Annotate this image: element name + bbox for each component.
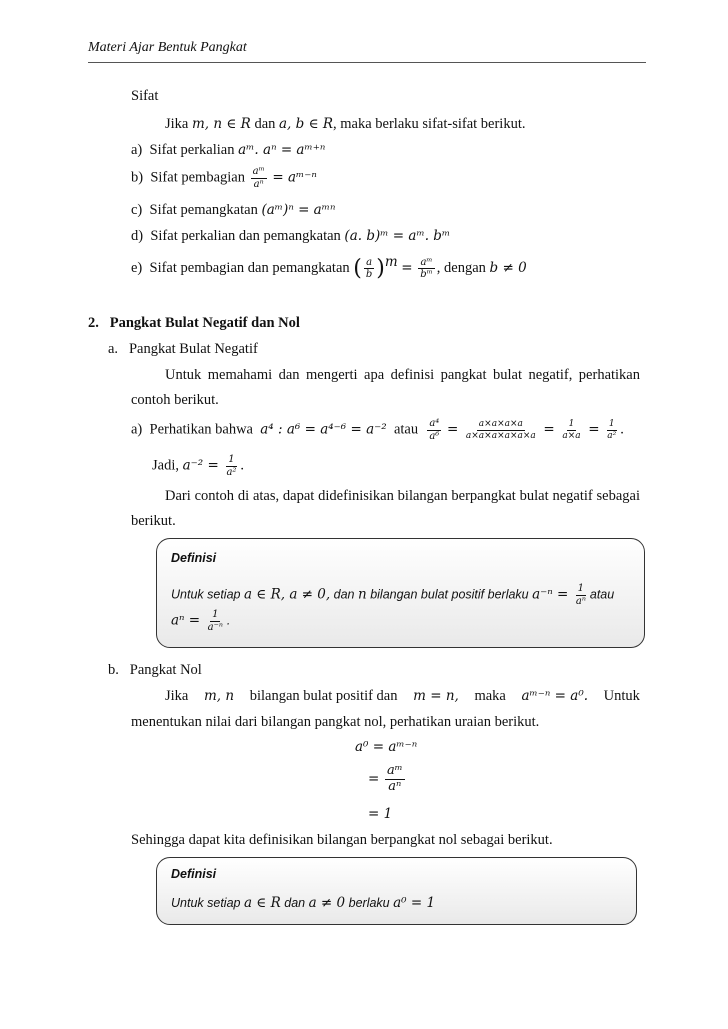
item-text: Perhatikan bahwa (149, 421, 253, 438)
intro-text: Jika (165, 116, 189, 132)
header-rule (88, 62, 646, 63)
paragraph-line (165, 688, 640, 705)
item-text: atau (393, 421, 419, 438)
definition-math: a ∈ R, a ≠ 0, (243, 586, 331, 603)
frac-den: a² (226, 466, 237, 478)
item-text: Sifat pembagian dan pemangkatan (149, 259, 350, 276)
definition-line: aⁿ = $\frac{1}{\text{a⁻ⁿ}}$ . (171, 609, 231, 633)
frac-den: bᵐ (420, 269, 433, 280)
item-math: aᵐ. aⁿ = aᵐ⁺ⁿ (238, 142, 326, 158)
sifat-item-b (131, 166, 317, 190)
paragraph-line: menentukan nilai dari bilangan pangkat nol, perhatikan uraian berikut. (131, 714, 540, 730)
item-label: e) (131, 259, 143, 276)
frac-num: aᵐ (386, 763, 403, 778)
frac-num: aᵐ (420, 256, 433, 268)
item-text: Sifat pembagian (150, 169, 245, 186)
subsection-title: Pangkat Nol (129, 662, 202, 678)
example-fraction (560, 419, 582, 441)
page-header: Materi Ajar Bentuk Pangkat (88, 40, 247, 55)
definition-fraction (574, 583, 588, 607)
subsection-label: a. (108, 341, 119, 357)
sifat-item-d (131, 228, 450, 245)
paragraph-line: Dari contoh di atas, dapat didefinisikan bilangan berpangkat bulat negatif sebagai (165, 488, 640, 504)
item-label: a) (131, 421, 143, 438)
example-fraction (427, 418, 441, 442)
section-heading (88, 315, 300, 332)
definition-math: a ∈ R (243, 895, 281, 911)
intro-math: m, n ∈ R (191, 116, 251, 132)
item-math: a⁻² = (182, 457, 219, 474)
frac-den: a⁻ⁿ (207, 621, 223, 633)
item-label: c) (131, 202, 143, 218)
section-number: 2. (88, 315, 99, 331)
frac-num: 1 (577, 583, 585, 594)
paragraph-text: maka (474, 688, 506, 704)
frac-num: 1 (608, 419, 615, 430)
intro-text: dan (254, 116, 276, 132)
definition-fraction (206, 609, 225, 633)
definition-text: berlaku (348, 896, 390, 910)
derivation-line-2 (368, 764, 407, 795)
frac-num: a (366, 256, 373, 268)
sifat-item-c (131, 202, 335, 219)
frac-num: a⁴ (429, 418, 440, 429)
item-fraction (251, 166, 267, 190)
definition-text: atau (589, 587, 615, 602)
derivation-line-3: = 1 (368, 806, 393, 822)
definition-line (171, 583, 614, 607)
paragraph-line: Sehingga dapat kita definisikan bilangan berpangkat nol sebagai berikut. (131, 832, 553, 848)
sifat-intro (165, 116, 525, 133)
item-exponent: m (384, 254, 398, 270)
equals-sign: = (368, 770, 380, 787)
definition-text: Untuk setiap (171, 587, 241, 602)
frac-num: 1 (228, 454, 235, 465)
frac-num: a×a×a×a (478, 419, 523, 430)
close-paren: ) (376, 256, 385, 281)
frac-den: aⁿ (253, 178, 264, 190)
item-text: Sifat perkalian dan pemangkatan (150, 228, 341, 244)
definition-box-zero (156, 857, 637, 925)
item-text: Sifat perkalian (149, 142, 235, 158)
definition-text: dan (333, 587, 355, 602)
frac-den: b (365, 269, 373, 280)
frac-num: 1 (568, 419, 575, 430)
definition-text: Untuk setiap (171, 896, 241, 910)
definition-box-negative (156, 538, 645, 648)
derivation-fraction (385, 764, 405, 795)
sifat-title: Sifat (131, 88, 159, 104)
definition-text: bilangan bulat positif berlaku (370, 587, 529, 602)
item-math: (a. b)ᵐ = aᵐ. bᵐ (344, 228, 451, 244)
example-fraction (464, 419, 538, 441)
paragraph-text: Jika (165, 688, 189, 704)
frac-den: a² (607, 430, 617, 441)
paragraph-text: bilangan bulat positif dan (249, 688, 398, 704)
item-math: b ≠ 0 (489, 259, 527, 276)
subsection-b-heading (108, 662, 202, 679)
sifat-item-a (131, 142, 325, 159)
equals-sign: = (543, 421, 555, 438)
paragraph-math: m = n, (413, 688, 459, 704)
intro-text: , maka berlaku sifat-sifat berikut. (333, 116, 526, 132)
subsection-a-heading (108, 341, 258, 358)
item-math: = aᵐ⁻ⁿ (272, 169, 317, 186)
frac-den: a⁶ (429, 430, 440, 442)
subsection-label: b. (108, 662, 119, 678)
definition-math: a⁻ⁿ = (532, 586, 569, 603)
frac-den: a×a×a×a×a×a (465, 430, 536, 441)
equals-sign: = (588, 421, 600, 438)
jadi-fraction (224, 454, 238, 478)
definition-line (171, 895, 435, 911)
item-eq: = (401, 259, 413, 276)
frac-num: 1 (212, 609, 219, 620)
paragraph-math: aᵐ⁻ⁿ = a⁰. (521, 688, 589, 704)
frac-den: a×a (562, 430, 581, 441)
jadi-line: Jadi, a⁻² = $\frac{1}{\text{a²}}$ . (152, 454, 245, 478)
intro-math: a, b ∈ R (279, 116, 334, 132)
paragraph-line: Untuk memahami dan mengerti apa definisi pangkat bulat negatif, perhatikan (165, 367, 640, 383)
definition-math: aⁿ = (171, 612, 201, 629)
item-fraction (364, 257, 374, 281)
item-label: a) (131, 142, 143, 158)
frac-num: aᵐ (252, 166, 265, 177)
definition-math: a ≠ 0 (308, 895, 346, 911)
frac-den: aⁿ (575, 595, 586, 607)
definition-title: Definisi (171, 867, 217, 881)
definition-math: a⁰ = 1 (393, 895, 436, 911)
section-title: Pangkat Bulat Negatif dan Nol (109, 315, 300, 331)
item-math: (aᵐ)ⁿ = aᵐⁿ (261, 202, 336, 218)
definition-title: Definisi (171, 551, 217, 565)
example-line: a) Perhatikan bahwa a⁴ : a⁶ = a⁴⁻⁶ = a⁻² atau $\frac{\text{a⁴}}{\text{a⁶}}$ = $\frac{a\times a\times a\times a}{a\times a\times a\times a\times a\times a}$ = $\frac{1}{a\times a}$ = $\frac{1}{\text{a²}}$ . (131, 418, 624, 442)
item-text: Sifat pemangkatan (149, 202, 258, 218)
item-fraction-2 (418, 257, 435, 281)
item-text: , dengan (436, 259, 486, 276)
open-paren: ( (353, 256, 362, 281)
frac-den: aⁿ (388, 778, 402, 794)
derivation-line-1: a⁰ = aᵐ⁻ⁿ (355, 739, 418, 755)
paragraph-line: contoh berikut. (131, 392, 219, 408)
definition-text: dan (284, 896, 306, 910)
paragraph-text: Untuk (603, 688, 640, 704)
example-fraction (605, 419, 618, 441)
item-label: d) (131, 228, 144, 244)
item-math: a⁴ : a⁶ = a⁴⁻⁶ = a⁻² (260, 421, 387, 438)
equals-sign: = (446, 421, 459, 438)
definition-math: n (358, 586, 367, 603)
item-label: b) (131, 169, 144, 186)
paragraph-math: m, n (203, 688, 235, 704)
paragraph-line: berikut. (131, 513, 176, 529)
subsection-title: Pangkat Bulat Negatif (128, 341, 258, 357)
sifat-item-e (131, 254, 527, 281)
item-text: Jadi, (152, 457, 179, 474)
